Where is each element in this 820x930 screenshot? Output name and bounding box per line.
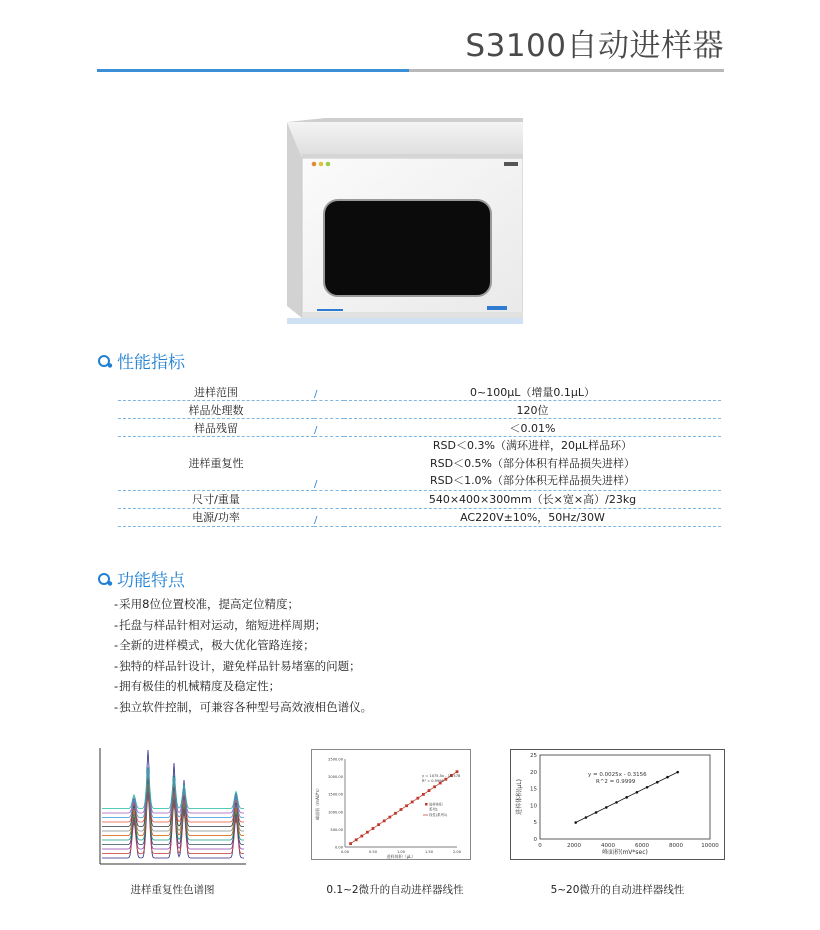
spec-name: 电源/功率 [118, 508, 314, 526]
x-tick-label: 4000 [601, 843, 615, 849]
table-row [118, 383, 721, 401]
x-tick-label: 2.00 [452, 850, 462, 854]
y-tick-label: 10 [530, 803, 537, 810]
page-title: S3100自动进样器 [465, 28, 724, 64]
data-point [349, 842, 352, 845]
data-point [372, 827, 375, 830]
r2-label: R^2 = 0.9999 [596, 779, 636, 785]
data-point [355, 838, 358, 841]
spec-value: 0~100μL（增量0.1μL） [344, 383, 721, 401]
data-point [388, 816, 391, 819]
data-point [676, 771, 679, 774]
list-item: - 独特的样品针设计，避免样品针易堵塞的问题； [114, 656, 372, 677]
data-point [377, 823, 380, 826]
spec-value: 540×400×300mm（长×宽×高）/23kg [344, 490, 721, 508]
x-tick-label: 8000 [669, 843, 683, 849]
list-item: - 全新的进样模式，极大优化管路连接； [114, 635, 372, 656]
data-point [383, 819, 386, 822]
x-tick-label: 0.50 [368, 850, 378, 854]
spec-value: 120位 [344, 401, 721, 419]
x-tick-label: 0.00 [340, 850, 350, 854]
spec-value-line: RSD＜0.5%（部分体积有样品损失进样） [429, 456, 636, 470]
x-tick-label: 0 [538, 843, 542, 849]
data-point [636, 791, 639, 794]
spec-separator: / [314, 419, 344, 437]
spec-table [118, 383, 721, 527]
data-point [360, 835, 363, 838]
data-point [366, 831, 369, 834]
data-point [605, 806, 608, 809]
legend-label: 进样体积 [429, 802, 443, 807]
spec-value [344, 437, 721, 491]
spec-name: 进样重复性 [118, 437, 314, 491]
feature-list [114, 594, 372, 718]
spec-value: ＜0.01% [344, 419, 721, 437]
linearity-large-chart [510, 749, 725, 860]
table-row [118, 401, 721, 419]
data-point [595, 811, 598, 814]
data-point [428, 789, 431, 792]
title-rule-accent [97, 69, 409, 72]
data-point [656, 781, 659, 784]
y-tick-label: 2500.00 [328, 757, 343, 762]
spec-value-line: RSD＜0.3%（满环进样，20μL样品环） [432, 439, 633, 452]
table-row [118, 437, 721, 491]
magnifier-icon [97, 353, 113, 369]
data-point [400, 808, 403, 811]
data-point [394, 812, 397, 815]
legend-label: 系列1 [429, 807, 438, 812]
list-item: - 托盘与样品针相对运动，缩短进样周期； [114, 615, 372, 636]
equation-label: y = 1075.5x - 10.578 [422, 774, 461, 778]
table-row [118, 508, 721, 526]
data-point [405, 804, 408, 807]
magnifier-icon [97, 571, 113, 587]
spec-heading-text: 性能指标 [117, 353, 185, 373]
y-tick-label: 1000.00 [328, 810, 343, 815]
spec-name: 样品残留 [118, 419, 314, 437]
feature-heading [97, 566, 185, 591]
spec-value: AC220V±10%，50Hz/30W [344, 508, 721, 526]
spec-name: 尺寸/重量 [118, 490, 314, 508]
table-row [118, 419, 721, 437]
y-tick-label: 5 [533, 820, 537, 827]
y-tick-label: 0.00 [334, 845, 343, 850]
chromatogram-caption: 进样重复性色谱图 [130, 884, 215, 896]
autosampler-illustration [287, 118, 523, 330]
spec-name: 样品处理数 [118, 401, 314, 419]
spec-separator [314, 401, 344, 419]
list-item: - 采用8位位置校准，提高定位精度； [114, 594, 372, 615]
chromatogram-chart [96, 746, 249, 868]
equation-label: y = 0.0025x - 0.3156 [588, 772, 647, 778]
data-point [456, 770, 459, 773]
chart-frame [312, 750, 471, 860]
y-tick-label: 500.00 [330, 827, 343, 832]
x-tick-label: 1.50 [424, 850, 434, 854]
y-tick-label: 1500.00 [328, 792, 343, 797]
spec-separator: / [314, 383, 344, 401]
spec-separator: / [314, 437, 344, 491]
y-tick-label: 0 [533, 837, 537, 843]
x-axis-label: 峰面积(mV*sec) [602, 849, 648, 856]
x-tick-label: 1.00 [396, 850, 406, 854]
list-item: - 独立软件控制，可兼容各种型号高效液相色谱仪。 [114, 697, 372, 718]
data-point [646, 786, 649, 789]
spec-name: 进样范围 [118, 383, 314, 401]
data-point [444, 778, 447, 781]
data-point [625, 796, 628, 799]
linearity-small-caption: 0.1~2微升的自动进样器线性 [326, 884, 464, 896]
data-point [615, 801, 618, 804]
y-axis-label: 峰面积（mAU*s） [315, 786, 320, 820]
y-tick-label: 20 [530, 769, 537, 776]
y-tick-label: 15 [530, 786, 537, 793]
data-point [666, 776, 669, 779]
chart-frame [511, 750, 725, 860]
linearity-small-chart [311, 749, 471, 860]
linearity-large-caption: 5~20微升的自动进样器线性 [550, 884, 685, 896]
x-axis-label: 进样体积（μL） [386, 854, 416, 859]
y-axis-label: 进样体积(μL) [516, 779, 523, 815]
y-tick-label: 2000.00 [328, 775, 343, 780]
feature-heading-text: 功能特点 [117, 571, 185, 591]
y-tick-label: 25 [530, 753, 537, 759]
table-row [118, 490, 721, 508]
r2-label: R² = 0.9998 [422, 779, 444, 783]
x-tick-label: 6000 [635, 843, 649, 849]
data-point [422, 793, 425, 796]
data-point [411, 801, 414, 804]
data-point [574, 821, 577, 824]
data-point [585, 816, 588, 819]
spec-heading [97, 348, 185, 373]
spec-value-line: RSD＜1.0%（部分体积无样品损失进样） [429, 474, 636, 487]
spec-separator: / [314, 508, 344, 526]
x-tick-label: 10000 [701, 843, 719, 849]
data-point [433, 785, 436, 788]
data-point [416, 797, 419, 800]
list-item: - 拥有极佳的机械精度及稳定性； [114, 676, 372, 697]
spec-separator [314, 490, 344, 508]
x-tick-label: 2000 [567, 843, 581, 849]
legend-marker [425, 803, 428, 806]
legend-label: 线性(系列1) [429, 813, 448, 817]
title-rule [409, 69, 724, 72]
